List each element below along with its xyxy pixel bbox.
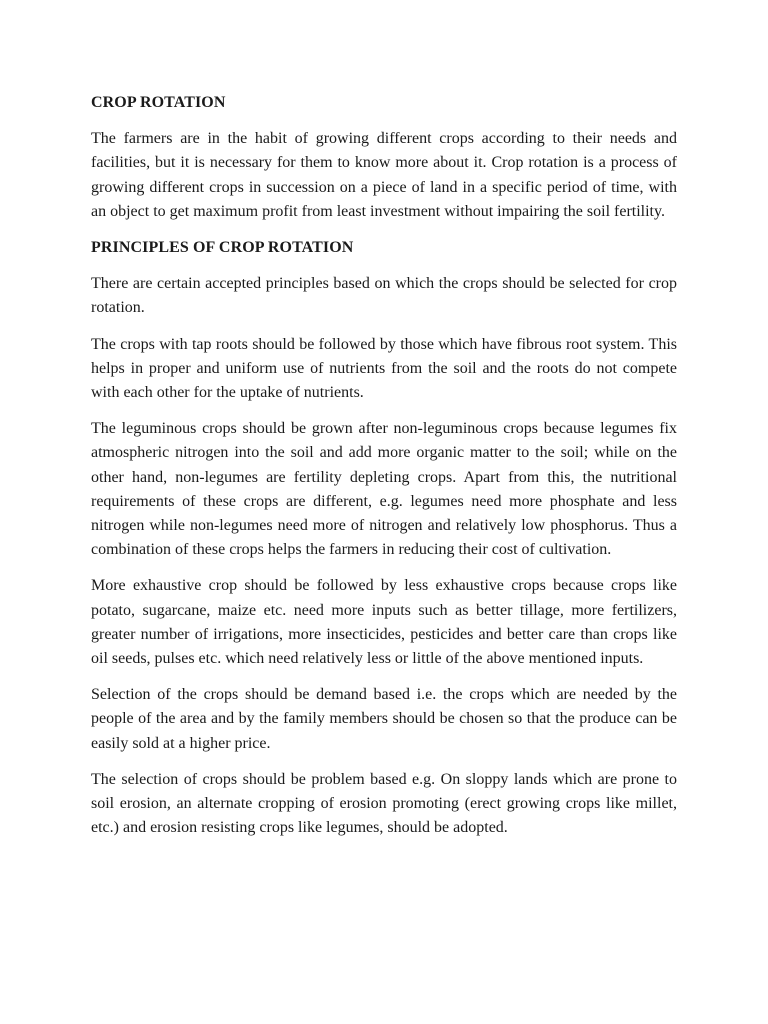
intro-paragraph: The farmers are in the habit of growing different crops according to their needs and facilities, but it is necessary for them to know more about it. Crop rotation is a process of growing different crops in succession on a piece of land in a specific period of time, with an object to get maximum profit from least investment without impairing the soil fertility. xyxy=(91,130,677,220)
document-page xyxy=(91,91,677,852)
document-title: CROP ROTATION xyxy=(91,94,226,111)
section-heading: PRINCIPLES OF CROP ROTATION xyxy=(91,239,354,257)
paragraph: The selection of crops should be problem based e.g. On sloppy lands which are prone to soil erosion, an alternate cropping of erosion promoting (erect growing crops like millet, etc.) and erosion resisting crops like legumes, should be adopted. xyxy=(91,770,677,837)
paragraph: The leguminous crops should be grown after non-leguminous crops because legumes fix atmospheric nitrogen into the soil and add more organic matter to the soil; while on the other hand, non-legumes are fertility depleting crops. Apart from this, the nutritional requirements of these crops are different, e.g. legumes need more phosphate and less nitrogen while non-legumes need more of nitrogen and relatively low phosphorus. Thus a combination of these crops helps the farmers in reducing their cost of cultivation. xyxy=(91,420,677,559)
paragraph: There are certain accepted principles based on which the crops should be selected for crop rotation. xyxy=(91,275,677,317)
paragraph: The crops with tap roots should be followed by those which have fibrous root system. This helps in proper and uniform use of nutrients from the soil and the roots do not compete with each other for the uptake of nutrients. xyxy=(91,335,677,402)
paragraph: More exhaustive crop should be followed by less exhaustive crops because crops like potato, sugarcane, maize etc. need more inputs such as better tillage, more fertilizers, greater number of irrigations, more insecticides, pesticides and better care than crops like oil seeds, pulses etc. which need relatively less or little of the above mentioned inputs. xyxy=(91,577,677,668)
paragraph: Selection of the crops should be demand based i.e. the crops which are needed by the people of the area and by the family members should be chosen so that the produce can be easily sold at a higher price. xyxy=(91,686,677,752)
